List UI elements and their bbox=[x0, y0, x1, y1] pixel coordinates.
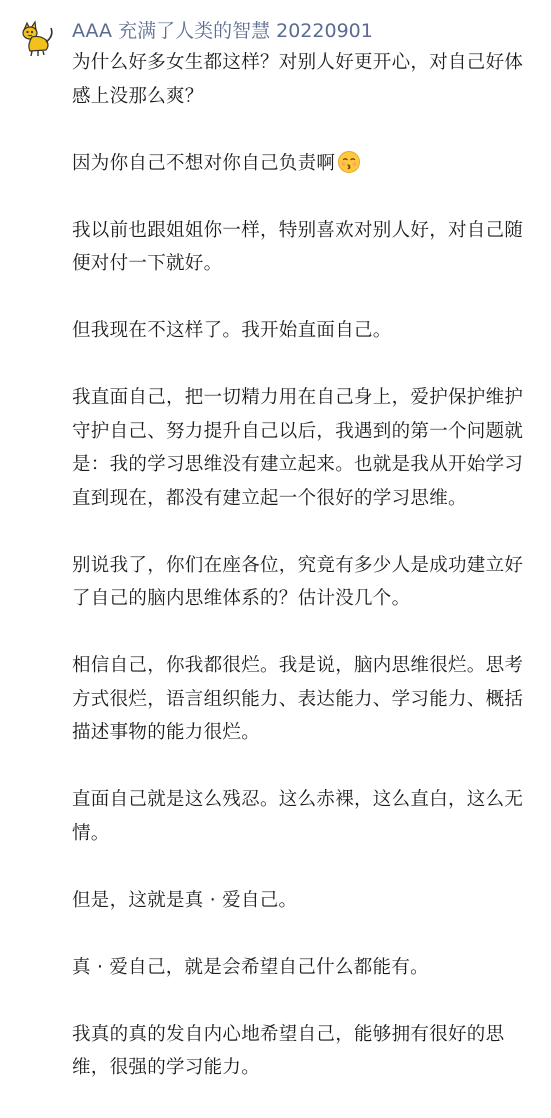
kissing-face-icon bbox=[337, 150, 361, 174]
cat-avatar-icon[interactable] bbox=[18, 20, 56, 58]
sender-name[interactable]: AAA 充满了人类的智慧 20220901 bbox=[72, 20, 373, 42]
message-paragraph: 为什么好多女生都这样？对别人好更开心，对自己好体感上没那么爽？ bbox=[72, 52, 524, 107]
message-paragraph: 我直面自己，把一切精力用在自己身上，爱护保护维护守护自己、努力提升自己以后，我遇到的第一个问题就是：我的学习思维没有建立起来。也就是我从开始学习直到现在，都没有建立起一个很好的学习思维。 bbox=[72, 387, 524, 509]
message-body bbox=[72, 46, 540, 1118]
message-paragraph: 真 · 爱自己，就是会希望自己什么都能有。 bbox=[72, 956, 429, 978]
message-paragraph bbox=[72, 147, 540, 181]
message-paragraph: 但是，这就是真 · 爱自己。 bbox=[72, 889, 298, 911]
message-paragraph: 别说我了，你们在座各位，究竟有多少人是成功建立好了自己的脑内思维体系的？估计没几个。 bbox=[72, 554, 524, 609]
message-paragraph: 但我现在不这样了。我开始直面自己。 bbox=[72, 320, 392, 341]
message-paragraph: 相信自己，你我都很烂。我是说，脑内思维很烂。思考方式很烂，语言组织能力、表达能力、学习能力、概括描述事物的能力很烂。 bbox=[72, 655, 524, 743]
message-paragraph: 我真的真的发自内心地希望自己，能够拥有很好的思维，很强的学习能力。 bbox=[72, 1023, 505, 1078]
message-paragraph: 直面自己就是这么残忍。这么赤裸，这么直白，这么无情。 bbox=[72, 789, 524, 844]
message-paragraph-text: 因为你自己不想对你自己负责啊 bbox=[72, 152, 336, 174]
message-paragraph: 我以前也跟姐姐你一样，特别喜欢对别人好，对自己随便对付一下就好。 bbox=[72, 219, 524, 274]
